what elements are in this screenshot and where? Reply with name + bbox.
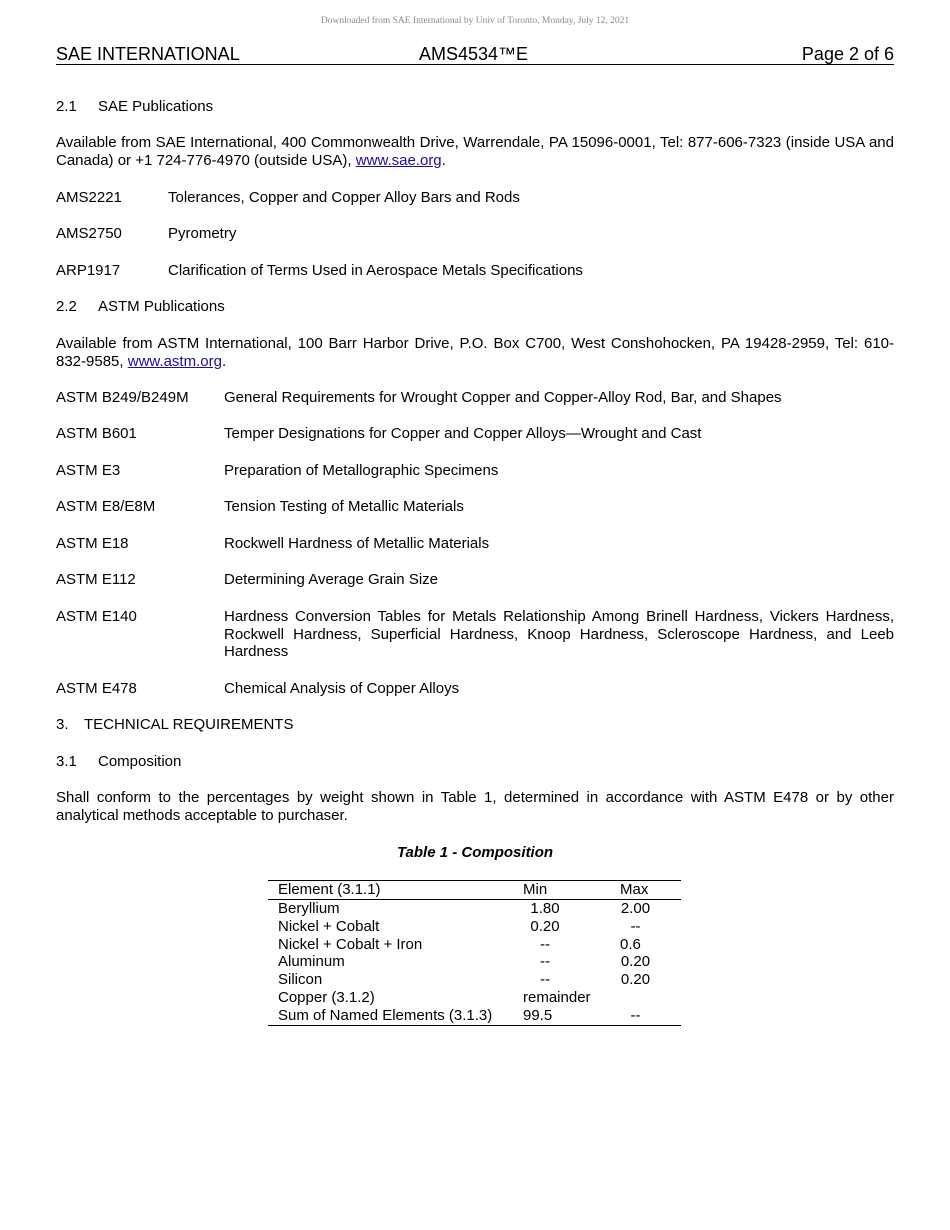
section-title: TECHNICAL REQUIREMENTS bbox=[84, 716, 294, 733]
min-cell: 1.80 bbox=[530, 900, 560, 917]
table-row bbox=[268, 953, 681, 971]
element-cell: Nickel + Cobalt bbox=[278, 917, 380, 935]
reference-code: ASTM B249/B249M bbox=[56, 389, 189, 406]
min-cell: -- bbox=[540, 971, 550, 989]
reference-code: ASTM E8/E8M bbox=[56, 498, 156, 515]
reference-code: AMS2221 bbox=[56, 189, 122, 206]
header-page-number: Page 2 of 6 bbox=[801, 44, 894, 64]
section-2-2-heading bbox=[56, 298, 225, 316]
column-header-min: Min bbox=[523, 881, 548, 898]
reference-title: Pyrometry bbox=[168, 225, 237, 242]
table-caption: Table 1 - Composition bbox=[396, 844, 554, 861]
reference-title: Hardness Conversion Tables for Metals Relationship Among Brinell Hardness, Vickers Hardness, Rockwell Hardness, Superficial Hardness, Knoop Hardness, Scleroscope Hardness, and Leeb Hardness bbox=[224, 608, 894, 660]
max-cell: -- bbox=[630, 917, 641, 935]
section-title: SAE Publications bbox=[98, 98, 214, 115]
header-publisher: SAE INTERNATIONAL bbox=[56, 44, 240, 64]
element-cell: Nickel + Cobalt + Iron bbox=[278, 935, 423, 953]
reference-code: ARP1917 bbox=[56, 262, 121, 279]
section-3-1-heading bbox=[56, 753, 181, 771]
reference-title: Determining Average Grain Size bbox=[224, 571, 438, 588]
astm-website-link[interactable]: www.astm.org bbox=[127, 352, 222, 370]
reference-title: Tolerances, Copper and Copper Alloy Bars and Rods bbox=[168, 189, 520, 206]
reference-code: ASTM E140 bbox=[56, 608, 137, 625]
column-header-max: Max bbox=[620, 881, 649, 898]
column-header-element: Element (3.1.1) bbox=[278, 881, 381, 898]
table-row bbox=[268, 989, 681, 1007]
min-cell: -- bbox=[540, 935, 550, 953]
astm-availability-text: Available from ASTM International, 100 Barr Harbor Drive, P.O. Box C700, West Conshohocken, PA 19428-2959, Tel: 610-832-9585, bbox=[56, 335, 894, 370]
reference-title: Rockwell Hardness of Metallic Materials bbox=[224, 535, 490, 552]
sae-availability-text: Available from SAE International, 400 Commonwealth Drive, Warrendale, PA 15096-0001, Tel: 877-606-7323 (inside USA and Canada) or +1 724-776-4970 (outside USA), bbox=[56, 134, 894, 169]
table-header-row bbox=[268, 881, 681, 900]
max-cell: 2.00 bbox=[620, 900, 651, 917]
reference-code: ASTM E478 bbox=[56, 680, 137, 697]
reference-code: AMS2750 bbox=[56, 225, 122, 242]
reference-title: Tension Testing of Metallic Materials bbox=[224, 498, 464, 515]
max-cell: 0.20 bbox=[620, 971, 651, 989]
table-row bbox=[268, 918, 681, 936]
max-cell: 0.6 bbox=[620, 935, 641, 953]
reference-code: ASTM E18 bbox=[56, 535, 129, 552]
table-row bbox=[268, 971, 681, 989]
reference-code: ASTM E112 bbox=[56, 571, 136, 588]
element-cell: Copper (3.1.2) bbox=[278, 988, 375, 1006]
reference-code: ASTM E3 bbox=[56, 462, 121, 479]
download-watermark: Downloaded from SAE International by Univ of Toronto, Monday, July 12, 2021 bbox=[320, 16, 630, 26]
reference-title: General Requirements for Wrought Copper and Copper-Alloy Rod, Bar, and Shapes bbox=[224, 389, 782, 406]
table-row bbox=[268, 900, 681, 918]
composition-paragraph: Shall conform to the percentages by weight shown in Table 1, determined in accordance with ASTM E478 or by other analytical methods acceptable to purchaser. bbox=[56, 789, 894, 824]
table-row bbox=[268, 936, 681, 954]
element-cell: Beryllium bbox=[278, 900, 340, 917]
element-cell: Aluminum bbox=[278, 953, 345, 971]
section-number: 2.1 bbox=[56, 98, 77, 115]
min-cell: -- bbox=[540, 953, 550, 971]
reference-title: Temper Designations for Copper and Copper Alloys—Wrought and Cast bbox=[224, 425, 702, 442]
sae-website-link[interactable]: www.sae.org bbox=[355, 151, 442, 169]
page-header bbox=[56, 44, 894, 65]
section-3-heading bbox=[56, 716, 293, 734]
min-cell: remainder bbox=[523, 988, 591, 1006]
section-title: Composition bbox=[98, 753, 182, 770]
composition-table bbox=[268, 880, 681, 1026]
reference-title: Chemical Analysis of Copper Alloys bbox=[224, 680, 460, 697]
reference-title: Clarification of Terms Used in Aerospace Metals Specifications bbox=[168, 262, 583, 279]
reference-title: Preparation of Metallographic Specimens bbox=[224, 462, 499, 479]
section-2-1-heading bbox=[56, 98, 213, 116]
max-cell: -- bbox=[630, 1006, 641, 1024]
min-cell: 0.20 bbox=[530, 917, 560, 935]
table-row bbox=[268, 1007, 681, 1025]
section-number: 3.1 bbox=[56, 753, 77, 770]
section-number: 2.2 bbox=[56, 298, 77, 315]
section-title: ASTM Publications bbox=[98, 298, 225, 315]
reference-code: ASTM B601 bbox=[56, 425, 137, 442]
astm-availability-paragraph: Available from ASTM International, 100 Barr Harbor Drive, P.O. Box C700, West Conshohocken, PA 19428-2959, Tel: 610-832-9585, www.astm.org. bbox=[56, 335, 894, 370]
min-cell: 99.5 bbox=[523, 1006, 553, 1024]
sae-availability-paragraph: Available from SAE International, 400 Commonwealth Drive, Warrendale, PA 15096-0001, Tel: 877-606-7323 (inside USA and Canada) or +1 724-776-4970 (outside USA), www.sae.org. bbox=[56, 134, 894, 169]
section-number: 3. bbox=[56, 716, 69, 733]
element-cell: Silicon bbox=[278, 971, 323, 989]
element-cell: Sum of Named Elements (3.1.3) bbox=[278, 1006, 493, 1024]
header-doc-number: AMS4534™E bbox=[419, 44, 529, 64]
max-cell: 0.20 bbox=[620, 953, 651, 971]
